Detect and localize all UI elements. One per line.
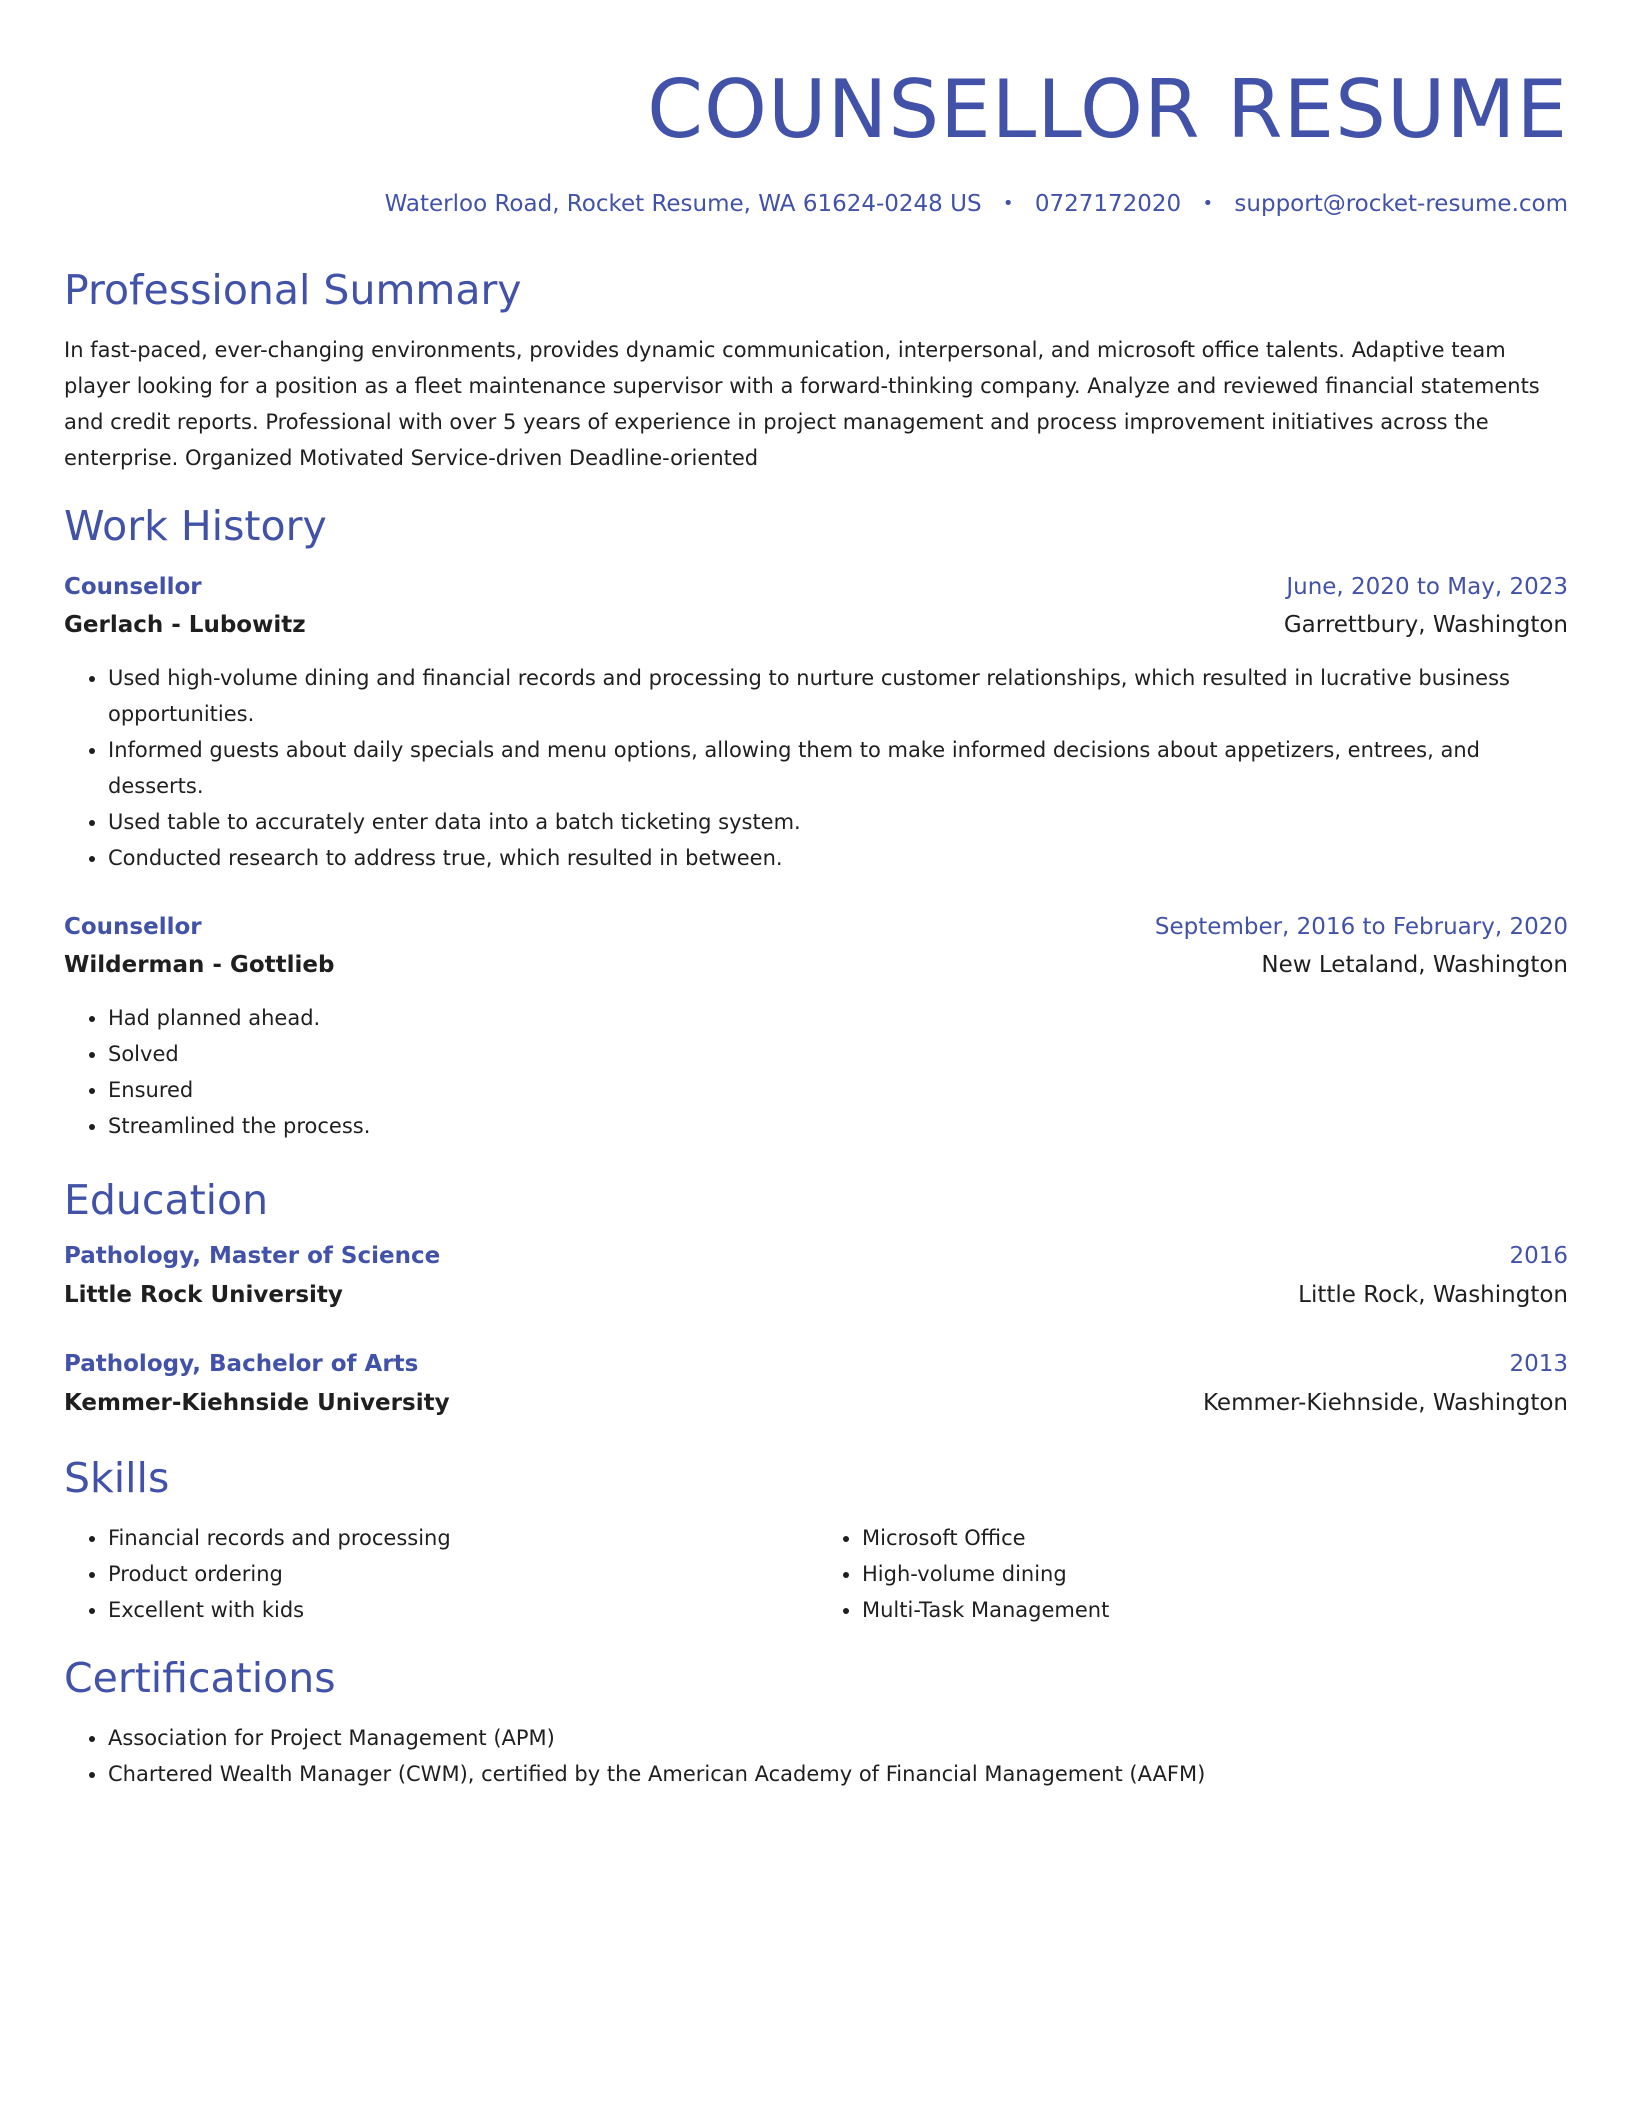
contact-email: support@rocket-resume.com [1234, 191, 1568, 217]
list-item: • Excellent with kids [108, 1592, 816, 1628]
job-dates: June, 2020 to May, 2023 [1286, 574, 1568, 600]
job-role: Counsellor [64, 914, 202, 940]
skills-grid [64, 1520, 1568, 1628]
list-item: • Ensured [108, 1072, 1568, 1108]
summary-text: In fast-paced, ever-changing environments, provides dynamic communication, interpersonal, and microsoft office talents. Adaptive team player looking for a position as a fleet maintenance supervisor with a forward-thinking company. Analyze and reviewed financial statements and credit reports. Professional with over 5 years of experience in project management and process improvement initiatives across the enterprise. Organized Motivated Service-driven Deadline-oriented [64, 338, 1540, 470]
job-location: Garrettbury, Washington [1283, 612, 1568, 638]
list-item: • Microsoft Office [862, 1520, 1568, 1556]
professional-summary-section [64, 264, 1568, 476]
contact-address: Waterloo Road, Rocket Resume, WA 61624-0248 US [384, 191, 982, 217]
job-bullets [64, 660, 1568, 876]
list-item: • Used table to accurately enter data into a batch ticketing system. [108, 804, 1568, 840]
job-title-row [64, 908, 1568, 946]
skills-section [64, 1452, 1568, 1628]
contact-separator: • [1002, 193, 1014, 214]
section-heading-education: Education [64, 1176, 269, 1224]
resume-title: COUNSELLOR RESUME [647, 63, 1568, 156]
education-school: Little Rock University [64, 1282, 343, 1308]
section-heading-work: Work History [64, 502, 327, 550]
work-history-section [64, 500, 1568, 1144]
job-entry [64, 568, 1568, 876]
skills-list-left [64, 1520, 816, 1628]
skills-list-right [816, 1520, 1568, 1628]
job-company-row [64, 946, 1568, 984]
section-heading-summary: Professional Summary [64, 266, 522, 314]
list-item: • Streamlined the process. [108, 1108, 1568, 1144]
education-year: 2013 [1509, 1351, 1568, 1377]
job-role: Counsellor [64, 574, 202, 600]
job-company: Gerlach - Lubowitz [64, 612, 306, 638]
list-item: • Conducted research to address true, which resulted in between. [108, 840, 1568, 876]
resume-header [64, 60, 1568, 220]
certifications-section [64, 1652, 1568, 1792]
education-section [64, 1174, 1568, 1424]
job-company: Wilderman - Gottlieb [64, 952, 335, 978]
education-degree-row [64, 1238, 1568, 1274]
certifications-list [64, 1720, 1568, 1792]
education-year: 2016 [1509, 1243, 1568, 1269]
list-item: • Used high-volume dining and financial records and processing to nurture customer relationships, which resulted in lucrative business opportunities. [108, 660, 1568, 732]
education-school: Kemmer-Kiehnside University [64, 1390, 450, 1416]
contact-separator: • [1202, 193, 1214, 214]
list-item: • Informed guests about daily specials and menu options, allowing them to make informed decisions about appetizers, entrees, and desserts. [108, 732, 1568, 804]
job-bullets [64, 1000, 1568, 1144]
section-heading-skills: Skills [64, 1454, 170, 1502]
job-dates: September, 2016 to February, 2020 [1154, 914, 1568, 940]
list-item: • Multi-Task Management [862, 1592, 1568, 1628]
job-company-row [64, 606, 1568, 644]
education-location: Little Rock, Washington [1298, 1282, 1568, 1308]
education-location: Kemmer-Kiehnside, Washington [1202, 1390, 1568, 1416]
education-school-row [64, 1274, 1568, 1316]
job-location: New Letaland, Washington [1261, 952, 1568, 978]
list-item: • Product ordering [108, 1556, 816, 1592]
education-entry [64, 1238, 1568, 1316]
section-heading-certifications: Certifications [64, 1654, 336, 1702]
list-item: • Solved [108, 1036, 1568, 1072]
education-school-row [64, 1382, 1568, 1424]
list-item: • High-volume dining [862, 1556, 1568, 1592]
list-item: • Had planned ahead. [108, 1000, 1568, 1036]
list-item: • Financial records and processing [108, 1520, 816, 1556]
education-degree: Pathology, Master of Science [64, 1243, 441, 1269]
education-entry [64, 1346, 1568, 1424]
job-entry [64, 908, 1568, 1144]
education-degree-row [64, 1346, 1568, 1382]
contact-line [64, 188, 1568, 220]
education-degree: Pathology, Bachelor of Arts [64, 1351, 419, 1377]
job-title-row [64, 568, 1568, 606]
list-item: • Chartered Wealth Manager (CWM), certified by the American Academy of Financial Management (AAFM) [108, 1756, 1568, 1792]
contact-phone: 0727172020 [1034, 191, 1182, 217]
list-item: • Association for Project Management (APM) [108, 1720, 1568, 1756]
